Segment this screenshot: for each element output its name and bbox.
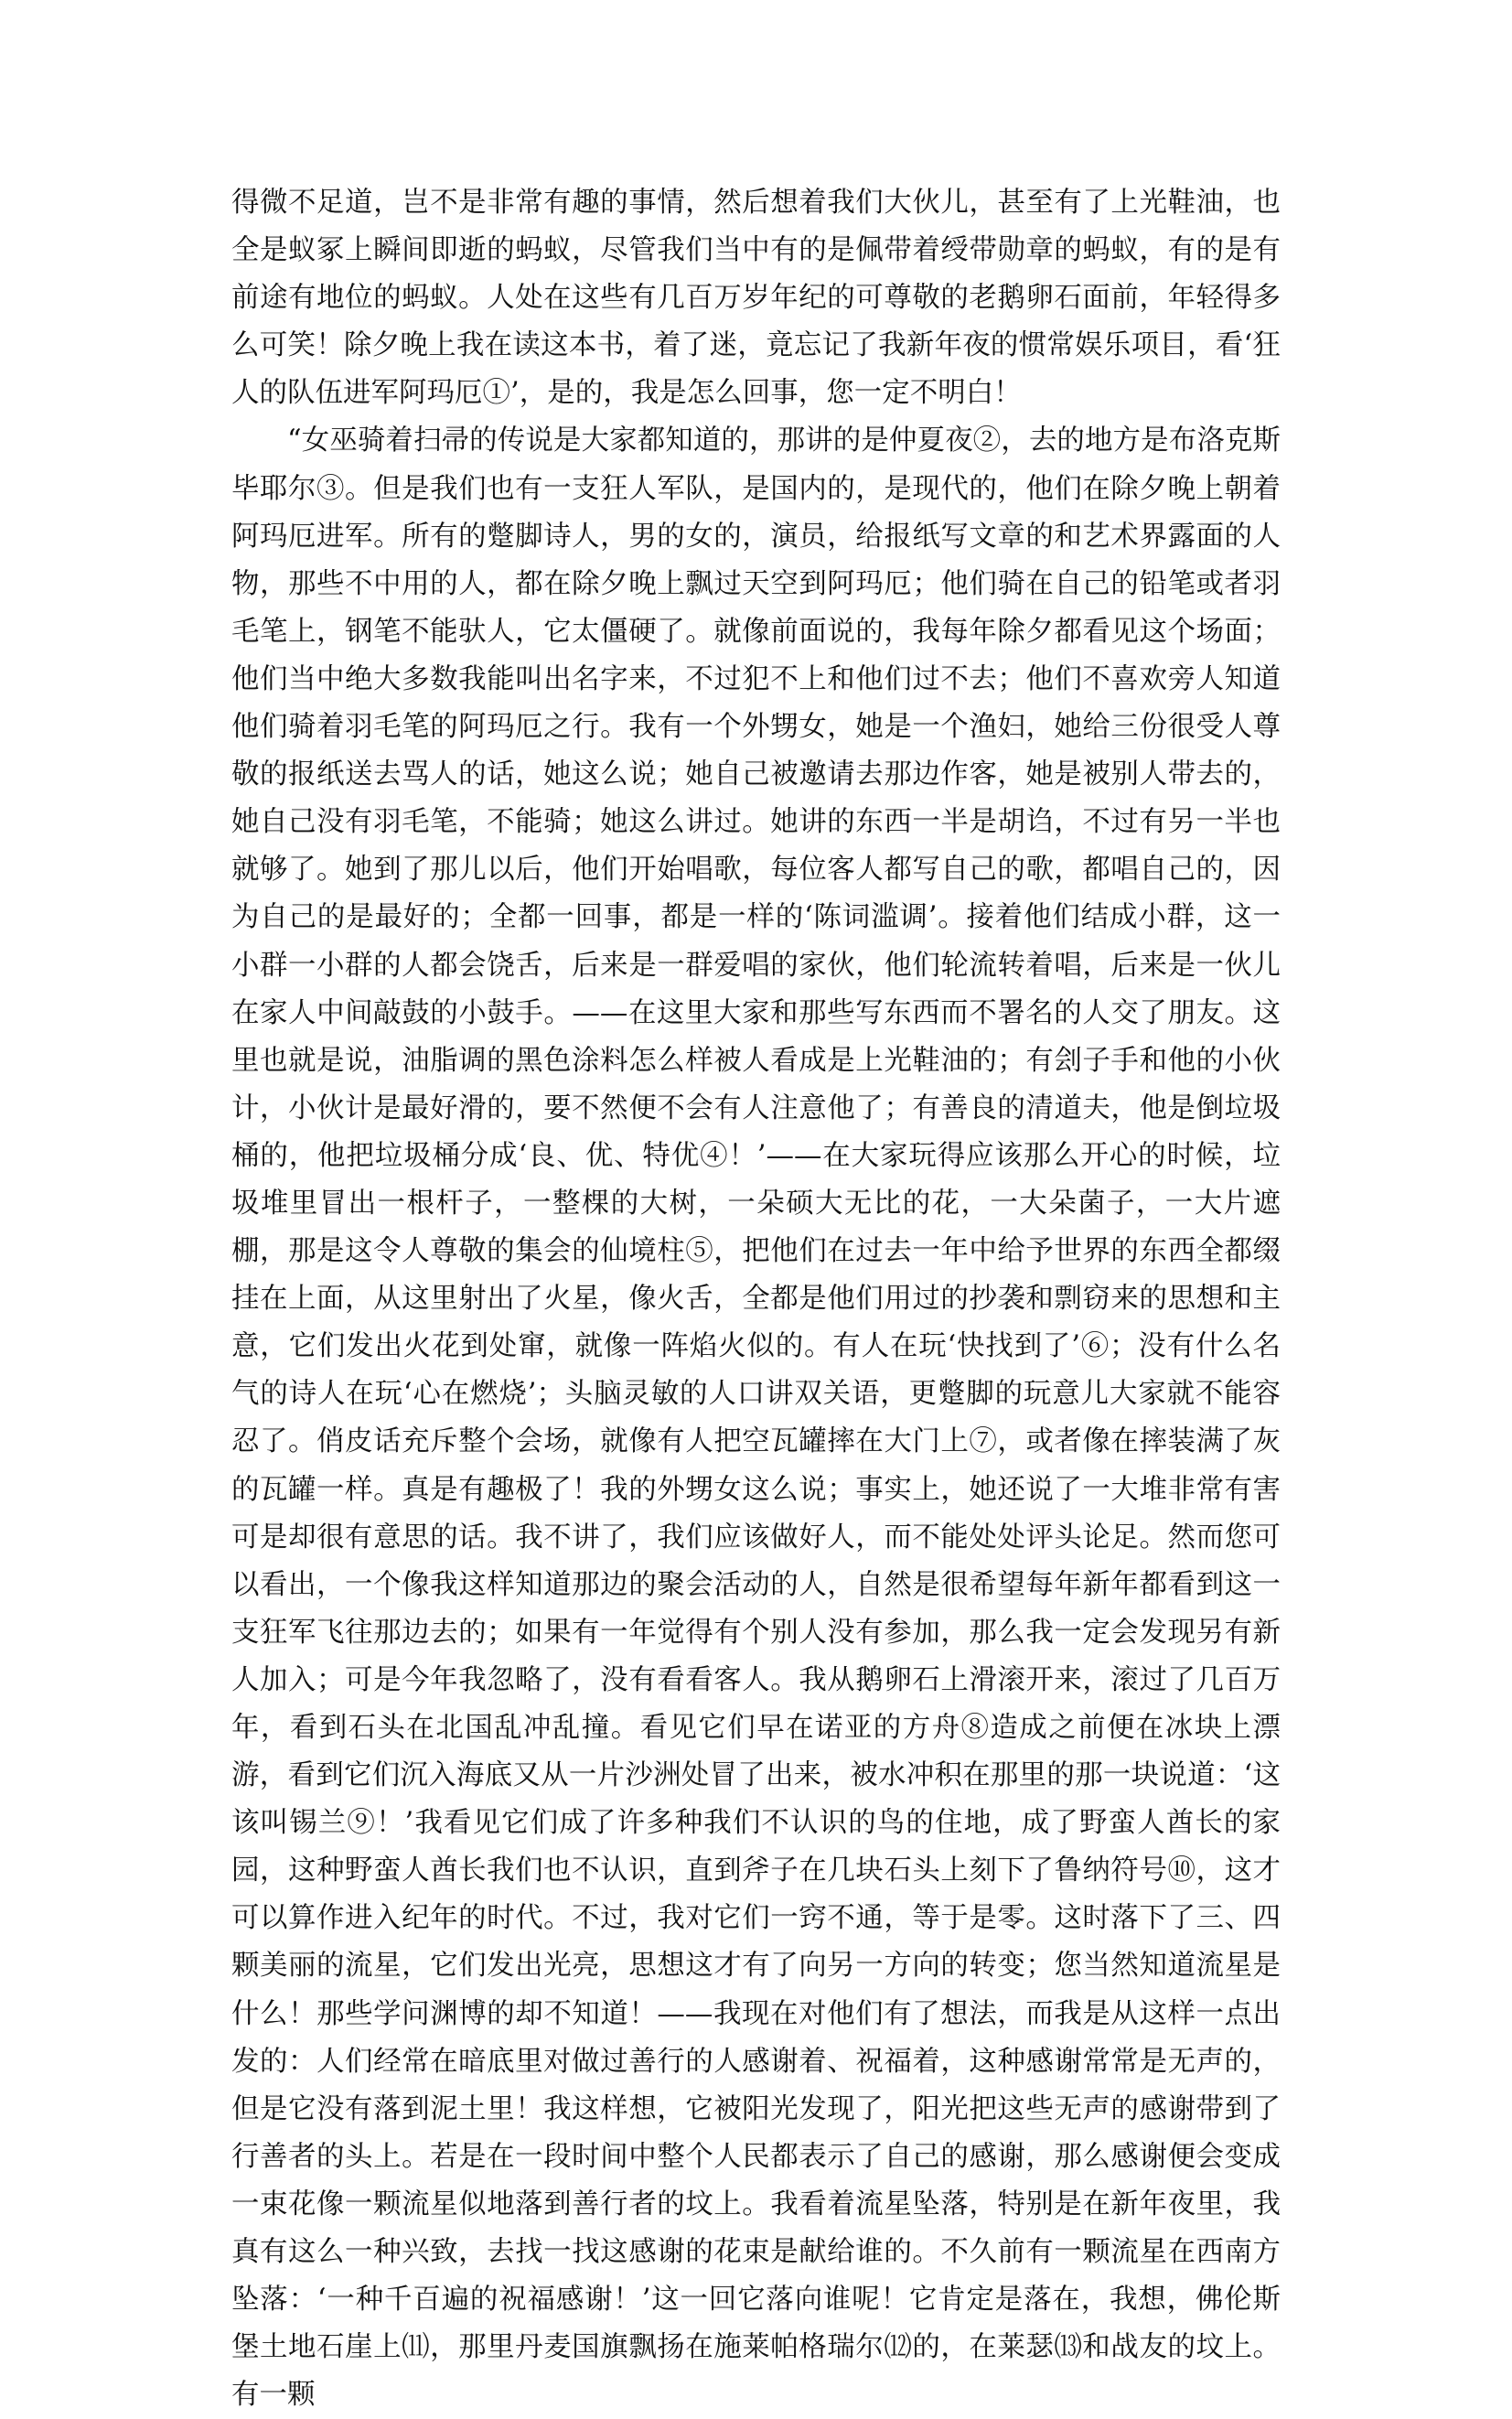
paragraph-2: “女巫骑着扫帚的传说是大家都知道的，那讲的是仲夏夜②，去的地方是布洛克斯毕耶尔③。但是我们也有一支狂人军队，是国内的，是现代的，他们在除夕晚上朝着阿玛厄进军。所有的蹩脚诗人，男的女的，演员，给报纸写文章的和艺术界露面的人物，那些不中用的人，都在除夕晚上飘过天空到阿玛厄；他们骑在自己的铅笔或者羽毛笔上，钢笔不能驮人，它太僵硬了。就像前面说的，我每年除夕都看见这个场面；他们当中绝大多数我能叫出名字来，不过犯不上和他们过不去；他们不喜欢旁人知道他们骑着羽毛笔的阿玛厄之行。我有一个外甥女，她是一个渔妇，她给三份很受人尊敬的报纸送去骂人的话，她这么说；她自己被邀请去那边作客，她是被别人带去的，她自己没有羽毛笔，不能骑；她这么讲过。她讲的东西一半是胡诌，不过有另一半也就够了。她到了那儿以后，他们开始唱歌，每位客人都写自己的歌，都唱自己的，因为自己的是最好的；全都一回事，都是一样的‘陈词滥调’。接着他们结成小群，这一小群一小群的人都会饶舌，后来是一群爱唱的家伙，他们轮流转着唱，后来是一伙儿在家人中间敲鼓的小鼓手。——在这里大家和那些写东西而不署名的人交了朋友。这里也就是说，油脂调的黑色涂料怎么样被人看成是上光鞋油的；有刽子手和他的小伙计，小伙计是最好滑的，要不然便不会有人注意他了；有善良的清道夫，他是倒垃圾桶的，他把垃圾桶分成‘良、优、特优④！’——在大家玩得应该那么开心的时候，垃圾堆里冒出一根杆子，一整棵的大树，一朵硕大无比的花，一大朵菌子，一大片遮棚，那是这令人尊敬的集会的仙境柱⑤，把他们在过去一年中给予世界的东西全都缀挂在上面，从这里射出了火星，像火舌，全都是他们用过的抄袭和剽窃来的思想和主意，它们发出火花到处窜，就像一阵焰火似的。有人在玩‘快找到了’⑥；没有什么名气的诗人在玩‘心在燃烧’；头脑灵敏的人口讲双关语，更蹩脚的玩意儿大家就不能容忍了。俏皮话充斥整个会场，就像有人把空瓦罐摔在大门上⑦，或者像在摔装满了灰的瓦罐一样。真是有趣极了！我的外甥女这么说；事实上，她还说了一大堆非常有害可是却很有意思的话。我不讲了，我们应该做好人，而不能处处评头论足。然而您可以看出，一个像我这样知道那边的聚会活动的人，自然是很希望每年新年都看到这一支狂军飞往那边去的；如果有一年觉得有个别人没有参加，那么我一定会发现另有新人加入；可是今年我忽略了，没有看看客人。我从鹅卵石上滑滚开来，滚过了几百万年，看到石头在北国乱冲乱撞。看见它们早在诺亚的方舟⑧造成之前便在冰块上漂游，看到它们沉入海底又从一片沙洲处冒了出来，被水冲积在那里的那一块说道：‘这该叫锡兰⑨！’我看见它们成了许多种我们不认识的鸟的住地，成了野蛮人酋长的家园，这种野蛮人酋长我们也不认识，直到斧子在几块石头上刻下了鲁纳符号⑩，这才可以算作进入纪年的时代。不过，我对它们一窍不通，等于是零。这时落下了三、四颗美丽的流星，它们发出光亮，思想这才有了向另一方向的转变；您当然知道流星是什么！那些学问渊博的却不知道！——我现在对他们有了想法，而我是从这样一点出发的：人们经常在暗底里对做过善行的人感谢着、祝福着，这种感谢常常是无声的，但是它没有落到泥土里！我这样想，它被阳光发现了，阳光把这些无声的感谢带到了行善者的头上。若是在一段时间中整个人民都表示了自己的感谢，那么感谢便会变成一束花像一颗流星似地落到善行者的坟上。我看着流星坠落，特别是在新年夜里，我真有这么一种兴致，去找一找这感谢的花束是献给谁的。不久前有一颗流星在西南方坠落：‘一种千百遍的祝福感谢！’这一回它落向谁呢！它肯定是落在，我想，佛伦斯堡土地石崖上⑾，那里丹麦国旗飘扬在施莱帕格瑞尔⑿的，在莱瑟⒀和战友的坟上。有一颗 xyxy=(231,425,1281,2412)
paragraph-1: 得微不足道，岂不是非常有趣的事情，然后想着我们大伙儿，甚至有了上光鞋油，也全是蚁冢上瞬间即逝的蚂蚁，尽管我们当中有的是佩带着绶带勋章的蚂蚁，有的是有前途有地位的蚂蚁。人处在这些有几百万岁年纪的可尊敬的老鹅卵石面前，年轻得多么可笑！除夕晚上我在读这本书，着了迷，竟忘记了我新年夜的惯常娱乐项目，看‘狂人的队伍进军阿玛厄①’，是的，我是怎么回事，您一定不明白！ xyxy=(231,187,1281,410)
body-text xyxy=(231,179,1281,2419)
